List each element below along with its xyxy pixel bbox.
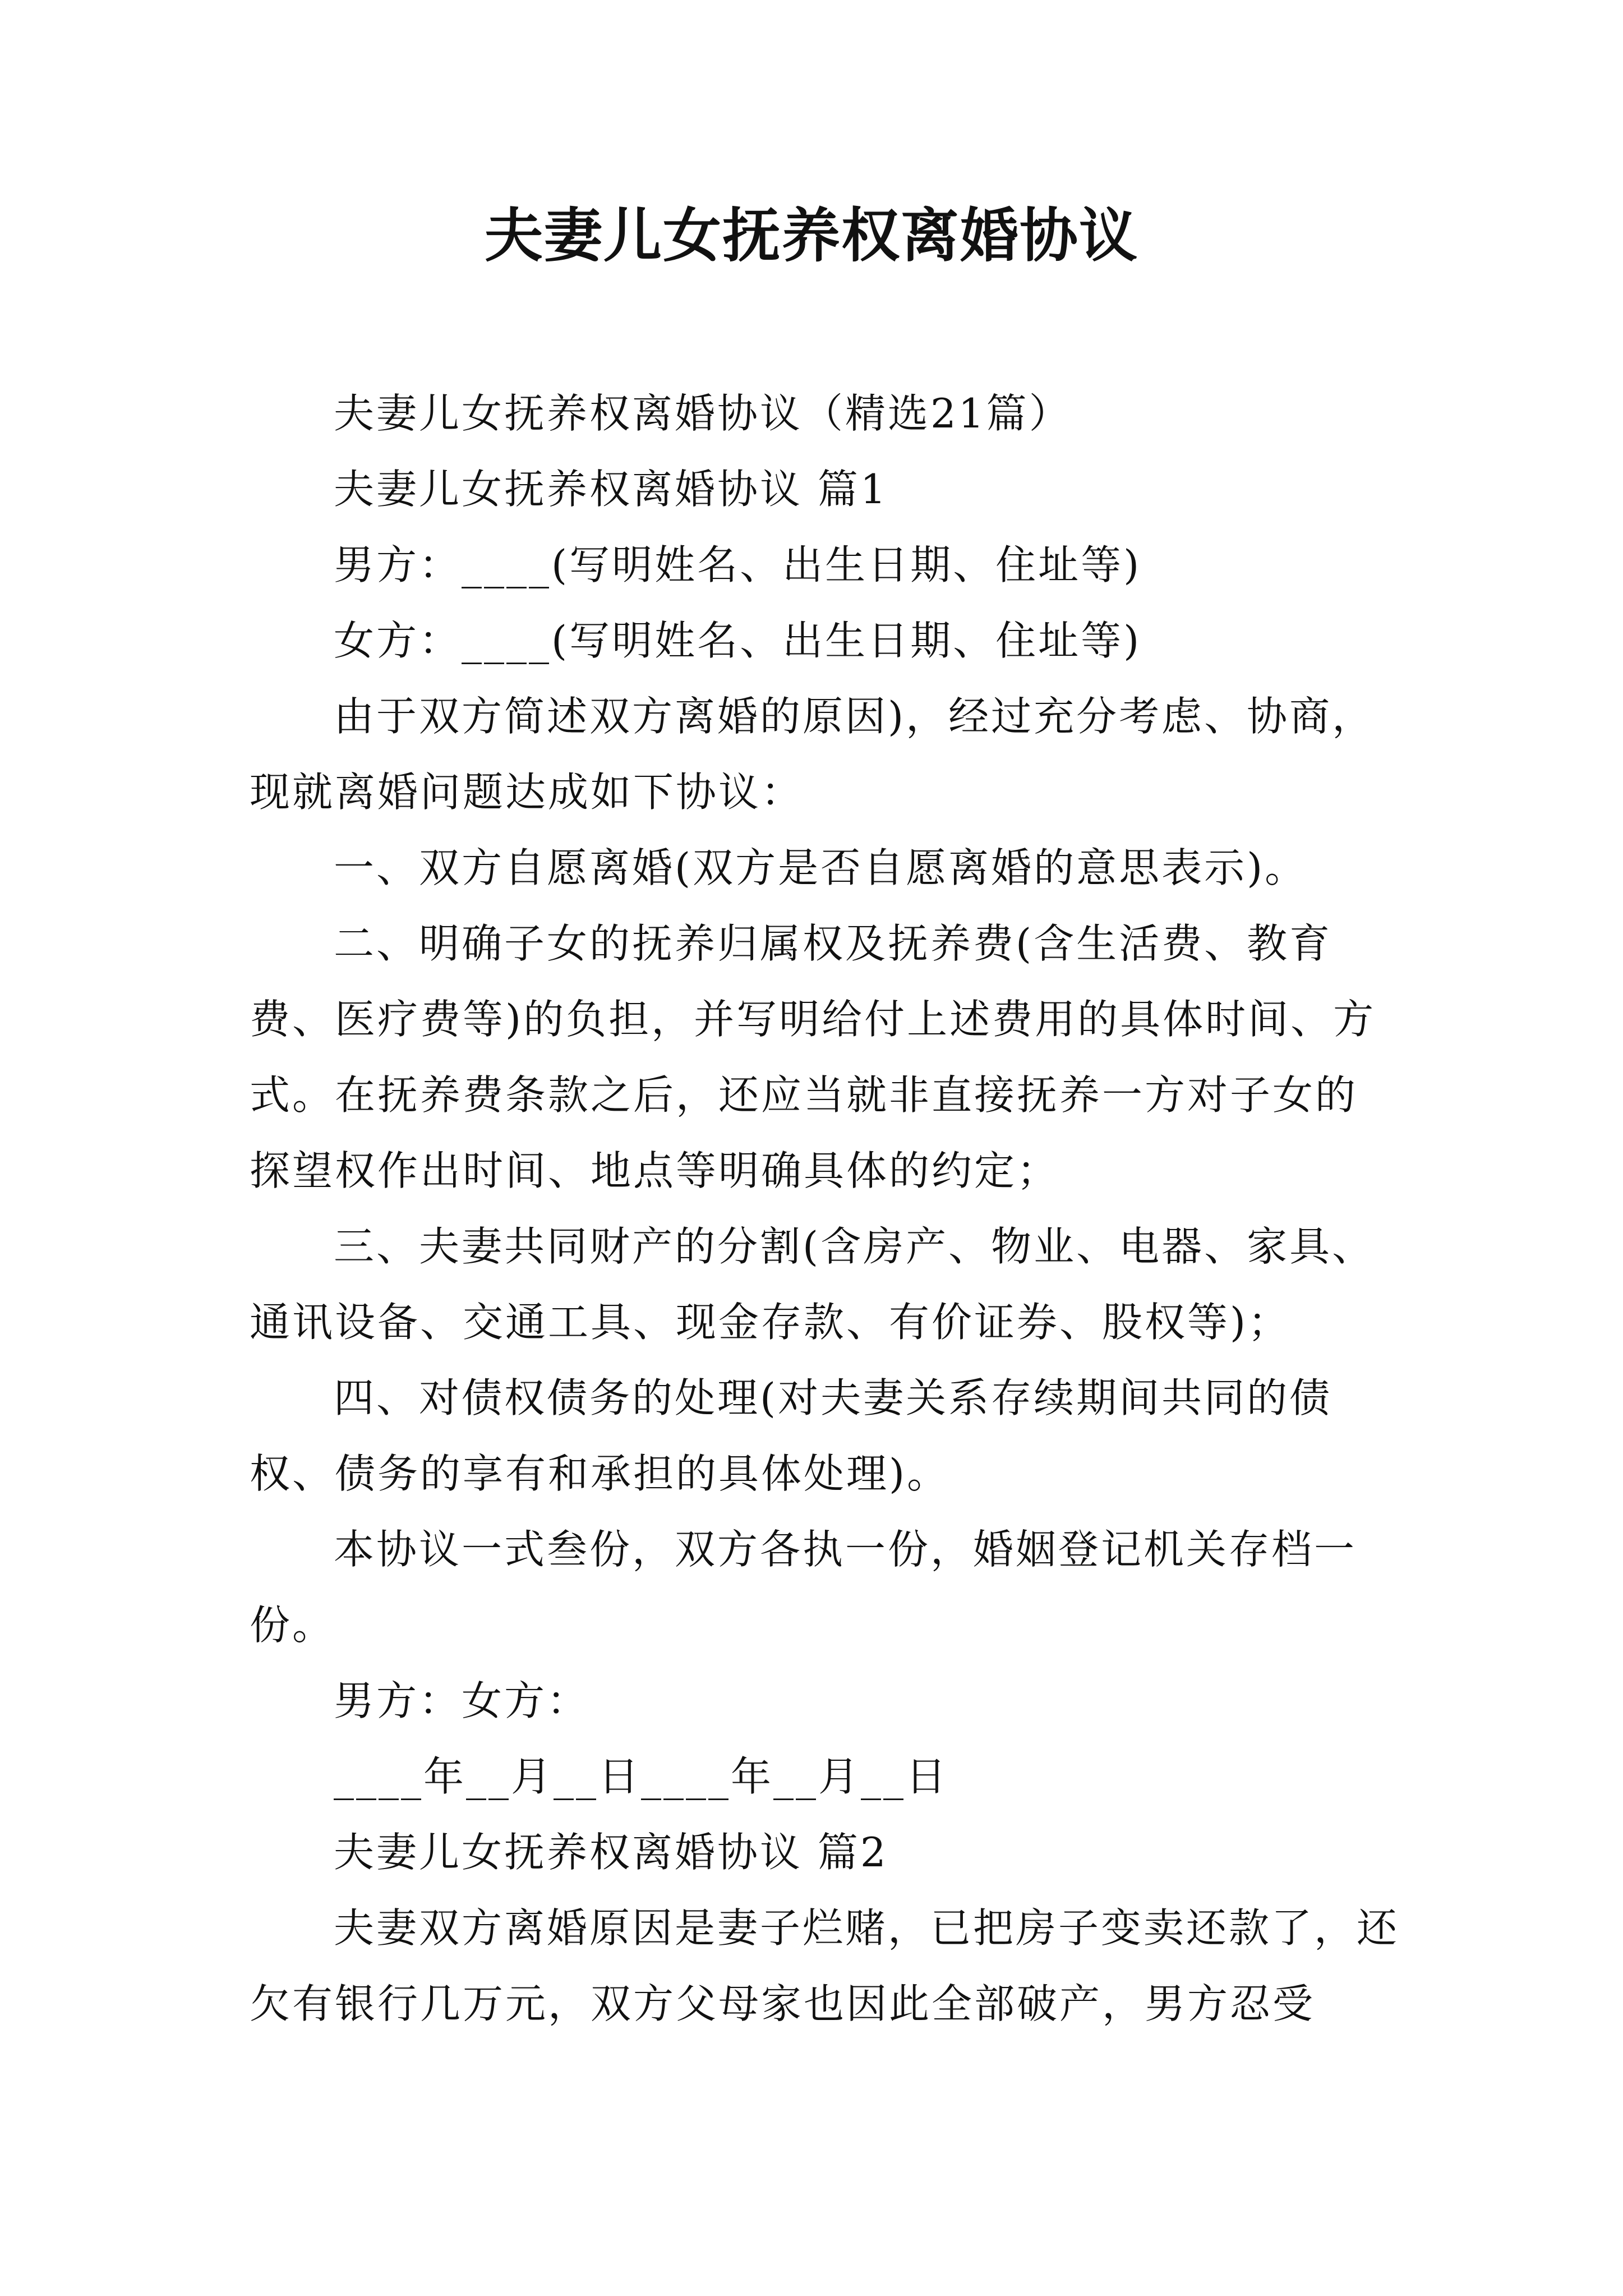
section-2-paragraph: 夫妻双方离婚原因是妻子烂赌，已把房子变卖还款了，还欠有银行几万元，双方父母家也因此全部破产，男方忍受 — [250, 1904, 1400, 2027]
clause-1: 一、双方自愿离婚(双方是否自愿离婚的意思表示)。 — [334, 844, 1308, 891]
section-heading-1: 夫妻儿女抚养权离婚协议 篇1 — [334, 466, 888, 513]
clause-3: 三、夫妻共同财产的分割(含房产、物业、电器、家具、通讯设备、交通工具、现金存款、有价证券、股权等)； — [250, 1223, 1375, 1346]
document-body — [250, 376, 1399, 2042]
female-party-line: 女方：____(写明姓名、出生日期、住址等) — [334, 617, 1142, 664]
date-line: ____年__月__日____年__月__日 — [334, 1753, 949, 1800]
clause-4: 四、对债权债务的处理(对夫妻关系存续期间共同的债权、债务的享有和承担的具体处理)。 — [250, 1374, 1332, 1497]
document-title: 夫妻儿女抚养权离婚协议 — [484, 201, 1138, 270]
subtitle-paragraph: 夫妻儿女抚养权离婚协议（精选21篇） — [334, 390, 1072, 437]
clause-2: 二、明确子女的抚养归属权及抚养费(含生活费、教育费、医疗费等)的负担，并写明给付上述费用的具体时间、方式。在抚养费条款之后，还应当就非直接抚养一方对子女的探望权作出时间、地点等明确具体的约定； — [250, 920, 1376, 1194]
section-heading-2: 夫妻儿女抚养权离婚协议 篇2 — [334, 1829, 888, 1876]
signature-line: 男方：女方： — [334, 1677, 590, 1724]
copies-paragraph: 本协议一式叁份，双方各执一份，婚姻登记机关存档一份。 — [250, 1526, 1357, 1649]
reason-paragraph: 由于双方简述双方离婚的原因)，经过充分考虑、协商，现就离婚问题达成如下协议： — [250, 693, 1375, 816]
male-party-line: 男方：____(写明姓名、出生日期、住址等) — [334, 541, 1142, 588]
